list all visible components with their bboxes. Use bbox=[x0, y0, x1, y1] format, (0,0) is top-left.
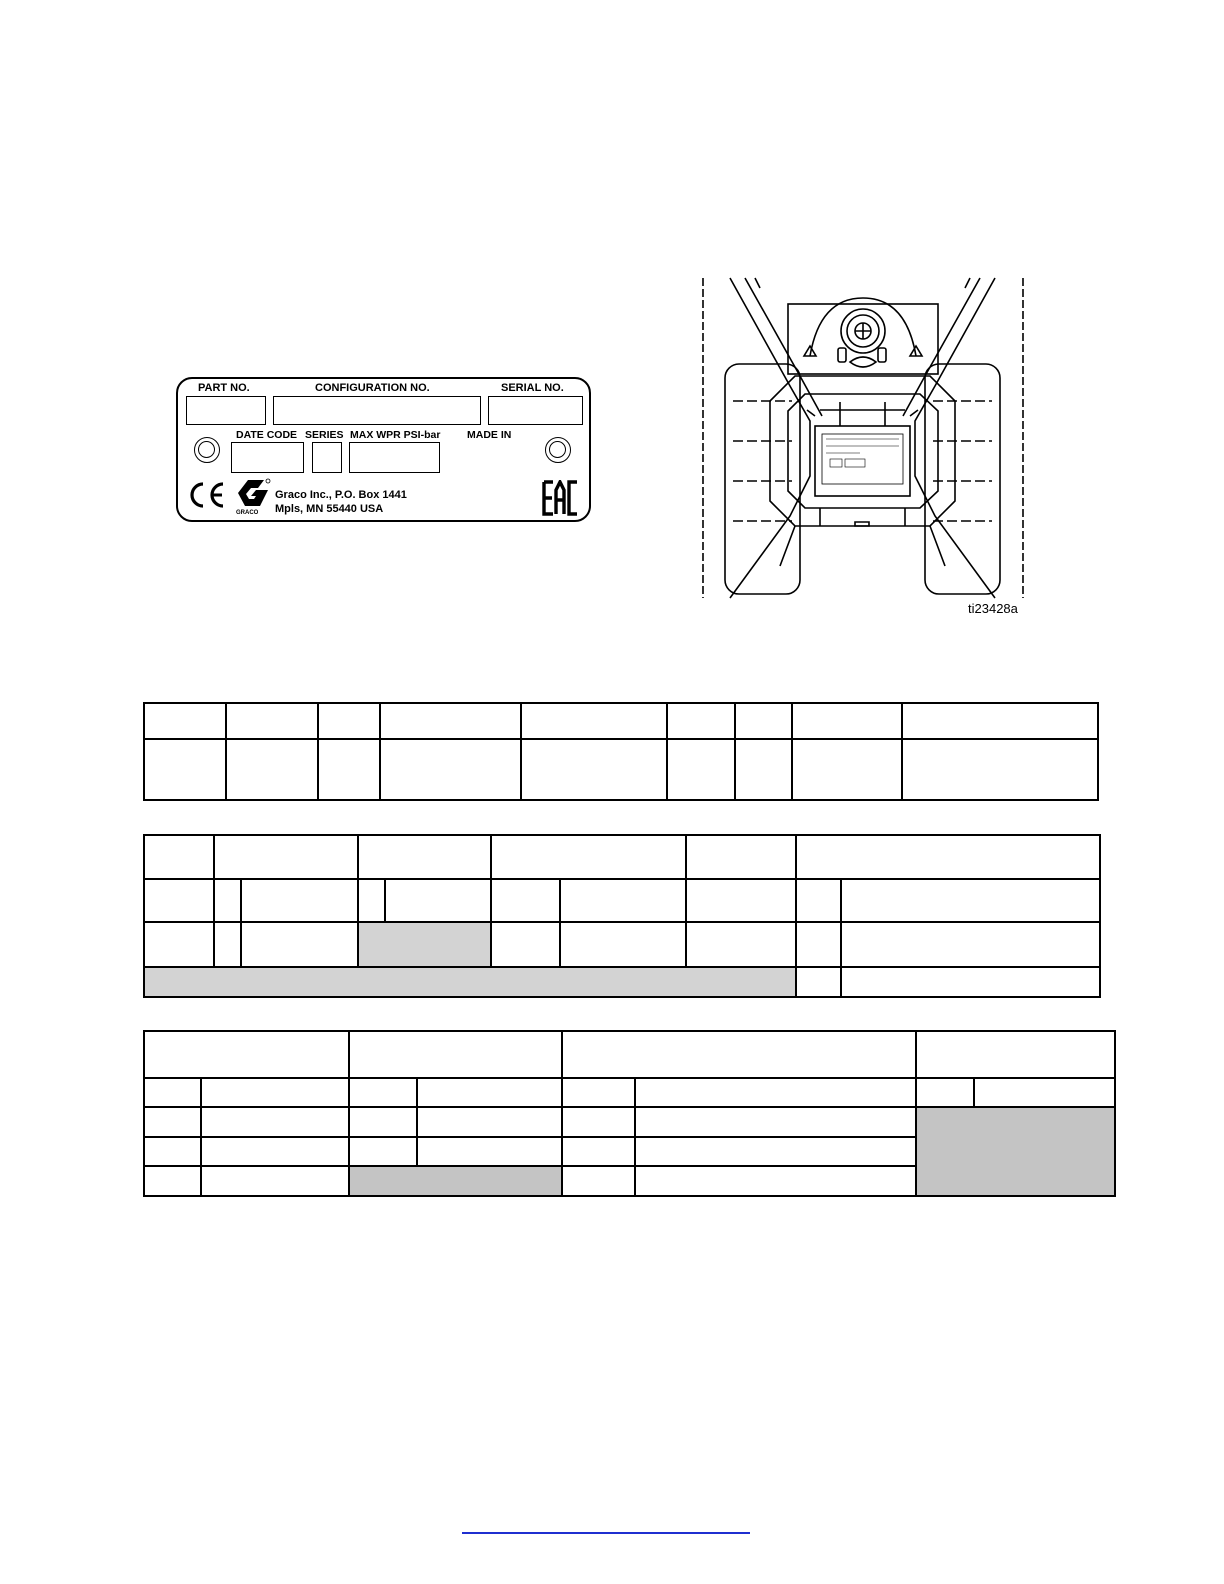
part-no-label: PART NO. bbox=[198, 382, 250, 394]
table-cell bbox=[144, 879, 214, 922]
max-wpr-label: MAX WPR PSI-bar bbox=[350, 429, 441, 441]
table-cell bbox=[214, 922, 241, 967]
table-2-row bbox=[144, 967, 1100, 997]
serial-no-box bbox=[488, 396, 583, 425]
table-cell bbox=[318, 703, 380, 739]
configuration-no-label: CONFIGURATION NO. bbox=[315, 382, 430, 394]
table-cell bbox=[635, 1107, 916, 1137]
table-cell bbox=[358, 835, 491, 879]
table-cell bbox=[902, 739, 1098, 800]
table-cell bbox=[841, 967, 1100, 997]
graco-logo-text: GRACO bbox=[236, 510, 259, 516]
table-cell bbox=[686, 922, 796, 967]
table-cell bbox=[635, 1078, 916, 1107]
table-cell bbox=[735, 703, 792, 739]
serial-no-label: SERIAL NO. bbox=[501, 382, 564, 394]
table-cell bbox=[796, 967, 841, 997]
figure-id: ti23428a bbox=[968, 601, 1018, 616]
table-cell bbox=[144, 1166, 201, 1196]
address-line-2: Mpls, MN 55440 USA bbox=[275, 503, 384, 515]
table-3-row bbox=[144, 1107, 1115, 1137]
table-cell bbox=[417, 1137, 562, 1166]
ce-mark-icon bbox=[186, 480, 228, 510]
shaded-cell bbox=[358, 922, 491, 967]
table-cell bbox=[562, 1031, 916, 1078]
table-cell bbox=[214, 835, 358, 879]
table-cell bbox=[358, 879, 385, 922]
table-cell bbox=[792, 703, 902, 739]
table-cell bbox=[796, 879, 841, 922]
table-cell bbox=[144, 922, 214, 967]
table-cell bbox=[144, 1031, 349, 1078]
table-cell bbox=[201, 1166, 349, 1196]
table-2-row bbox=[144, 879, 1100, 922]
table-cell bbox=[491, 835, 686, 879]
made-in-label: MADE IN bbox=[467, 429, 512, 441]
eac-mark-icon bbox=[541, 480, 579, 516]
table-cell bbox=[686, 879, 796, 922]
table-cell bbox=[562, 1107, 635, 1137]
table-cell bbox=[796, 922, 841, 967]
table-3-row bbox=[144, 1078, 1115, 1107]
table-cell bbox=[241, 922, 358, 967]
table-cell bbox=[667, 703, 735, 739]
table-cell bbox=[144, 703, 226, 739]
table-cell bbox=[686, 835, 796, 879]
table-cell bbox=[144, 1137, 201, 1166]
table-2 bbox=[143, 834, 1101, 998]
table-3 bbox=[143, 1030, 1116, 1197]
table-cell bbox=[902, 703, 1098, 739]
shaded-cell bbox=[144, 967, 796, 997]
table-2-header-row bbox=[144, 835, 1100, 879]
table-cell bbox=[521, 703, 667, 739]
pump-drawing-icon bbox=[700, 276, 1025, 601]
table-cell bbox=[667, 739, 735, 800]
table-cell bbox=[201, 1107, 349, 1137]
table-cell bbox=[491, 922, 560, 967]
table-cell bbox=[349, 1031, 562, 1078]
table-cell bbox=[349, 1078, 417, 1107]
table-cell bbox=[417, 1107, 562, 1137]
table-cell bbox=[562, 1137, 635, 1166]
table-cell bbox=[201, 1078, 349, 1107]
table-cell bbox=[144, 739, 226, 800]
mounting-hole-left bbox=[194, 437, 220, 463]
mounting-hole-right bbox=[545, 437, 571, 463]
part-no-box bbox=[186, 396, 266, 425]
table-cell bbox=[241, 879, 358, 922]
series-label: SERIES bbox=[305, 429, 344, 441]
table-cell bbox=[144, 1078, 201, 1107]
footer-link-underline[interactable] bbox=[462, 1532, 750, 1534]
table-1-row bbox=[144, 739, 1098, 800]
table-3-header-row bbox=[144, 1031, 1115, 1078]
table-cell bbox=[916, 1031, 1115, 1078]
address-line-1: Graco Inc., P.O. Box 1441 bbox=[275, 489, 407, 501]
table-cell bbox=[214, 879, 241, 922]
table-cell bbox=[841, 922, 1100, 967]
table-cell bbox=[144, 835, 214, 879]
table-cell bbox=[635, 1166, 916, 1196]
table-cell bbox=[380, 703, 521, 739]
table-cell bbox=[144, 1107, 201, 1137]
table-cell bbox=[792, 739, 902, 800]
max-wpr-box bbox=[349, 442, 440, 473]
table-cell bbox=[385, 879, 491, 922]
configuration-no-box bbox=[273, 396, 481, 425]
table-cell bbox=[318, 739, 380, 800]
table-1-header-row bbox=[144, 703, 1098, 739]
table-cell bbox=[562, 1078, 635, 1107]
table-cell bbox=[560, 922, 686, 967]
table-cell bbox=[349, 1137, 417, 1166]
table-cell bbox=[226, 739, 318, 800]
date-code-box bbox=[231, 442, 304, 473]
table-cell bbox=[560, 879, 686, 922]
table-cell bbox=[380, 739, 521, 800]
shaded-cell bbox=[349, 1166, 562, 1196]
table-2-row bbox=[144, 922, 1100, 967]
date-code-label: DATE CODE bbox=[236, 429, 298, 441]
table-cell bbox=[841, 879, 1100, 922]
shaded-cell bbox=[916, 1107, 1115, 1196]
table-cell bbox=[201, 1137, 349, 1166]
series-box bbox=[312, 442, 342, 473]
table-cell bbox=[226, 703, 318, 739]
table-cell bbox=[562, 1166, 635, 1196]
table-cell bbox=[916, 1078, 974, 1107]
table-cell bbox=[635, 1137, 916, 1166]
table-cell bbox=[349, 1107, 417, 1137]
table-cell bbox=[735, 739, 792, 800]
table-1 bbox=[143, 702, 1099, 801]
table-cell bbox=[796, 835, 1100, 879]
table-cell bbox=[417, 1078, 562, 1107]
table-cell bbox=[521, 739, 667, 800]
table-cell bbox=[491, 879, 560, 922]
nameplate bbox=[176, 377, 591, 522]
table-cell bbox=[974, 1078, 1115, 1107]
